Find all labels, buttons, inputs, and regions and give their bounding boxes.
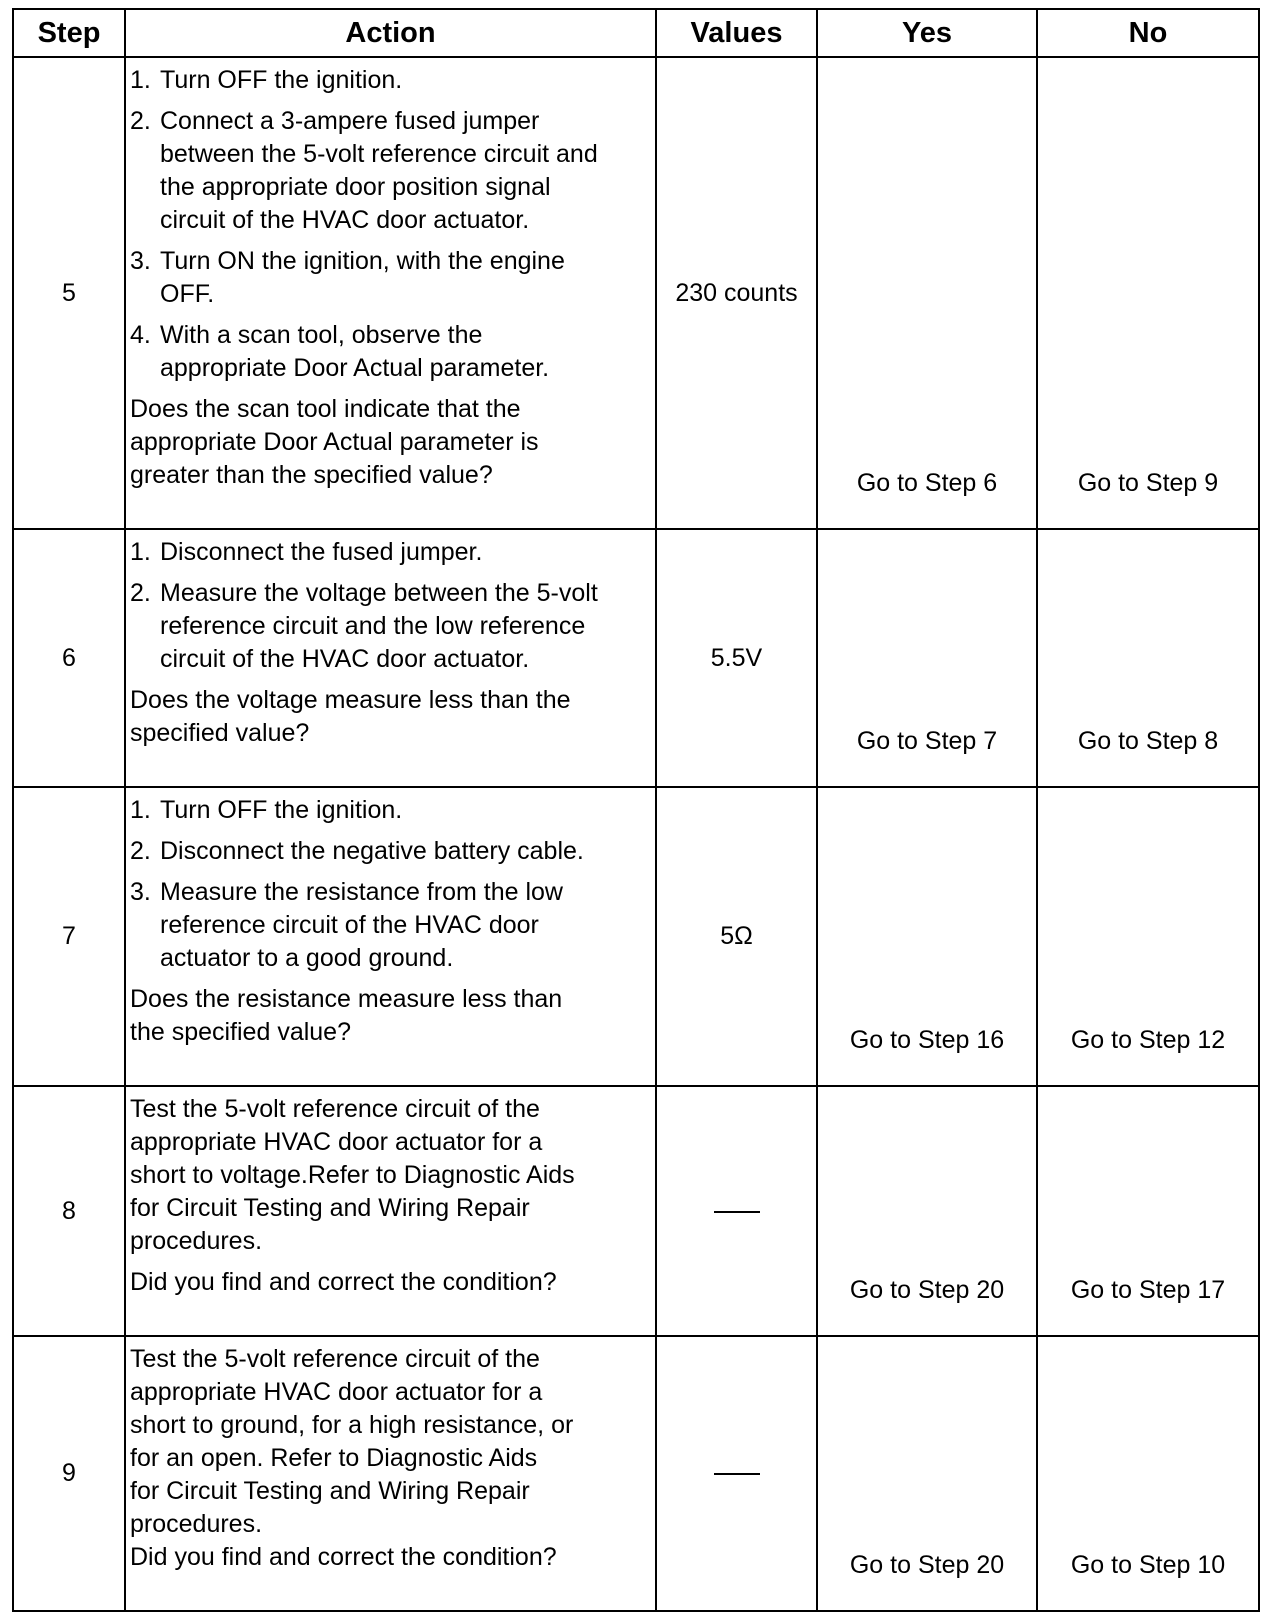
diagnostic-table [12, 8, 1260, 1612]
no-value-dash [714, 1211, 760, 1213]
action-item [130, 105, 651, 237]
action-question: Test the 5-volt reference circuit of the appropriate HVAC door actuator for a short to voltage.Refer to Diagnostic Aids for Circuit Testing and Wiring Repair procedures. [130, 1095, 575, 1255]
header-step: Step [13, 9, 125, 57]
step-number: 9 [13, 1336, 125, 1611]
value-cell: 5.5V [656, 529, 817, 787]
action-item-text: Connect a 3-ampere fused jumper between the 5-volt reference circuit and the appropriate door position signal circuit of the HVAC door actuator. [160, 107, 598, 234]
action-item-text: Disconnect the negative battery cable. [160, 837, 584, 865]
yes-cell: Go to Step 20 [817, 1086, 1037, 1336]
action-item-number: 1. [130, 538, 151, 566]
table-row [13, 1336, 1259, 1611]
yes-cell: Go to Step 7 [817, 529, 1037, 787]
no-cell: Go to Step 9 [1037, 57, 1259, 529]
action-item [130, 577, 651, 676]
action-item-text: Measure the resistance from the low reference circuit of the HVAC door actuator to a good ground. [160, 878, 563, 972]
table-row [13, 787, 1259, 1086]
action-question: Does the voltage measure less than the specified value? [130, 686, 571, 747]
action-cell [125, 529, 656, 787]
step-number: 7 [13, 787, 125, 1086]
action-question: Did you find and correct the condition? [130, 1268, 557, 1296]
yes-cell: Go to Step 6 [817, 57, 1037, 529]
action-cell [125, 1086, 656, 1336]
action-item-text: Measure the voltage between the 5-volt reference circuit and the low reference circuit of the HVAC door actuator. [160, 579, 598, 673]
action-question: Test the 5-volt reference circuit of the appropriate HVAC door actuator for a short to ground, for a high resistance, or for an open. Refer to Diagnostic Aids for Circuit Testing and Wiring Repair procedures. Did you find and correct the condition? [130, 1345, 574, 1571]
action-item [130, 876, 651, 975]
action-item [130, 835, 651, 868]
no-cell: Go to Step 17 [1037, 1086, 1259, 1336]
action-cell [125, 57, 656, 529]
action-item-number: 2. [130, 837, 151, 865]
action-item [130, 794, 651, 827]
value-cell: 230 counts [656, 57, 817, 529]
action-item [130, 536, 651, 569]
no-cell: Go to Step 10 [1037, 1336, 1259, 1611]
action-item-number: 2. [130, 579, 151, 607]
header-no: No [1037, 9, 1259, 57]
action-item [130, 319, 651, 385]
action-item [130, 64, 651, 97]
header-action: Action [125, 9, 656, 57]
step-number: 8 [13, 1086, 125, 1336]
table-body [13, 57, 1259, 1611]
no-cell: Go to Step 12 [1037, 787, 1259, 1086]
action-cell [125, 1336, 656, 1611]
action-item-text: Disconnect the fused jumper. [160, 538, 483, 566]
action-item-number: 1. [130, 66, 151, 94]
table-row [13, 57, 1259, 529]
yes-cell: Go to Step 16 [817, 787, 1037, 1086]
step-number: 6 [13, 529, 125, 787]
action-item-text: Turn ON the ignition, with the engine OFF. [160, 247, 565, 308]
action-question: Does the scan tool indicate that the appropriate Door Actual parameter is greater than the specified value? [130, 395, 539, 489]
header-row [13, 9, 1259, 57]
table-row [13, 1086, 1259, 1336]
action-item [130, 245, 651, 311]
no-cell: Go to Step 8 [1037, 529, 1259, 787]
action-item-text: Turn OFF the ignition. [160, 66, 403, 94]
action-item-number: 1. [130, 796, 151, 824]
header-yes: Yes [817, 9, 1037, 57]
value-cell [656, 1336, 817, 1611]
value-cell: 5Ω [656, 787, 817, 1086]
header-values: Values [656, 9, 817, 57]
step-number: 5 [13, 57, 125, 529]
action-item-number: 3. [130, 247, 151, 275]
value-cell [656, 1086, 817, 1336]
action-item-number: 3. [130, 878, 151, 906]
action-item-number: 4. [130, 321, 151, 349]
action-item-number: 2. [130, 107, 151, 135]
action-cell [125, 787, 656, 1086]
yes-cell: Go to Step 20 [817, 1336, 1037, 1611]
no-value-dash [714, 1473, 760, 1475]
action-item-text: With a scan tool, observe the appropriate Door Actual parameter. [160, 321, 550, 382]
action-item-text: Turn OFF the ignition. [160, 796, 403, 824]
action-question: Does the resistance measure less than the specified value? [130, 985, 563, 1046]
table-row [13, 529, 1259, 787]
